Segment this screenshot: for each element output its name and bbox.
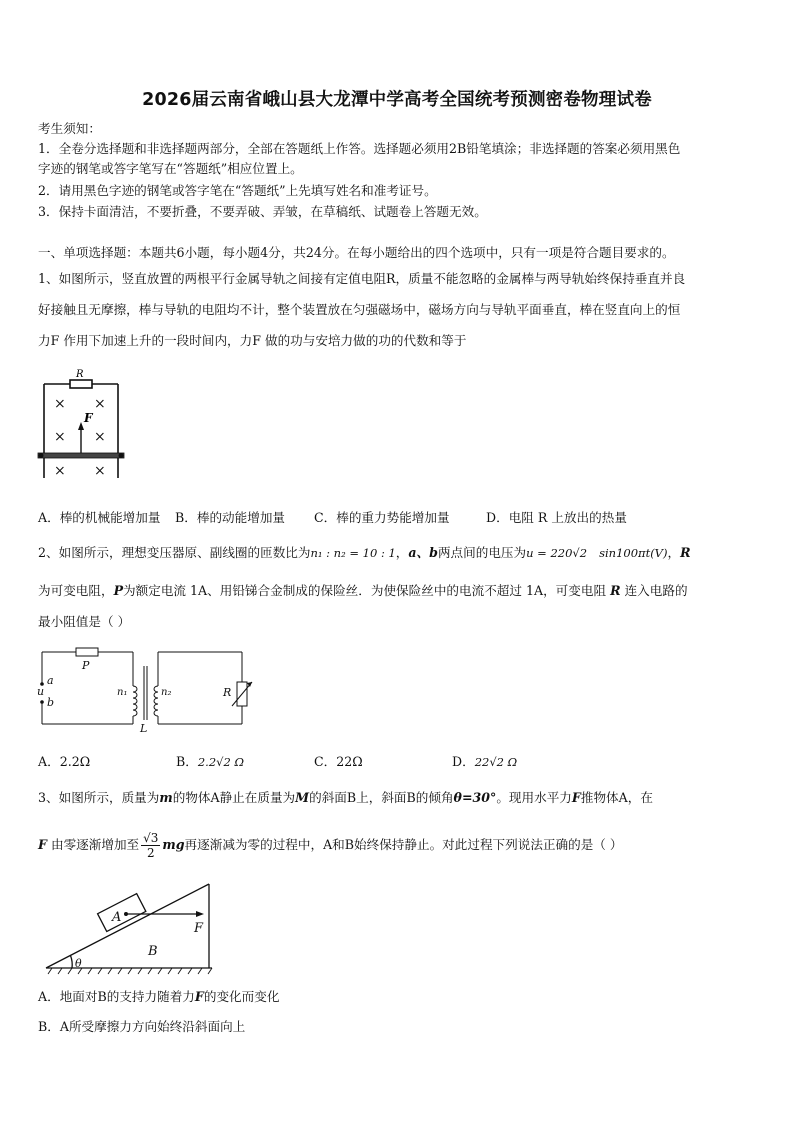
q3-fig-label-f: F [194,921,204,936]
notice-item-3: 3．保持卡面清洁，不要折叠，不要弄破、弄皱，在草稿纸、试题卷上答题无效。 [38,204,487,219]
q1-option-b[interactable]: B．棒的动能增加量 [175,510,286,525]
svg-text:×: × [94,463,106,479]
notice-item-1-line-1: 1．全卷分选择题和非选择题两部分，全部在答题纸上作答。选择题必须用2B铅笔填涂；非选择题的答案必须用黑色 [38,141,681,156]
q2-fig-label-u: u [37,685,45,698]
q3-mg: mg [162,837,185,852]
q2-option-d-prefix: D． [452,754,475,769]
q2-r: R [680,545,691,560]
q2-fig-label-p: P [82,659,90,672]
q2-text-1b: ， [395,545,409,560]
q3-text-1e: 推物体A，在 [580,790,653,805]
q2-option-d[interactable] [452,753,517,771]
q3-fig-label-a: A [112,910,122,925]
q1-option-a[interactable]: A．棒的机械能增加量 [38,510,161,525]
q3-frac-den: 2 [146,846,155,860]
q3-line-1 [38,789,760,807]
q1-fig-label-r: R [76,369,84,380]
q3-f: F [571,790,581,805]
q1-line-1: 1、如图所示，竖直放置的两根平行金属导轨之间接有定值电阻R，质量不能忽略的金属棒与两导轨始终保持垂直并良 [38,271,686,286]
q2-line-2 [38,582,760,600]
q2-line-3: 最小阻值是（ ） [38,614,131,629]
svg-text:×: × [94,429,106,445]
q3-frac-num: √3 [143,831,159,845]
q2-line-1 [38,544,760,562]
q3-text-1a: 3、如图所示，质量为 [38,790,160,805]
q2-text-1c: 两点间的电压为 [437,545,527,560]
q2-ab: a、b [408,545,438,560]
q1-option-c[interactable]: C．棒的重力势能增加量 [314,510,450,525]
q2-r-2: R [610,583,621,598]
q3-text-2a: 由零逐渐增加至 [50,837,140,852]
svg-text:×: × [54,429,66,445]
q3-theta: θ=30° [453,790,497,805]
q3-option-a-text: A．地面对B的支持力随着力 [38,989,195,1004]
q2-option-c[interactable]: C．22Ω [314,754,363,769]
q2-text-2c: 连入电路的 [624,583,688,598]
svg-text:×: × [54,396,66,412]
q3-option-a-text-2: 的变化而变化 [203,989,280,1004]
q3-text-1b: 的物体A静止在质量为 [172,790,296,805]
q2-fig-label-n2: n₂ [161,687,172,698]
q2-fig-label-b: b [47,696,55,709]
q3-fig-label-b: B [148,944,158,959]
q2-ratio: n₁ : n₂ = 10 : 1 [310,546,396,560]
q2-voltage: u = 220√2 [526,546,588,560]
svg-text:×: × [54,463,66,479]
q2-text-1a: 2、如图所示，理想变压器原、副线圈的匝数比为 [38,545,311,560]
notice-item-2: 2．请用黑色字迹的钢笔或答字笔在“答题纸”上先填写姓名和准考证号。 [38,183,437,198]
q2-option-d-value: 22√2 Ω [474,755,518,769]
q2-option-b[interactable] [176,753,244,771]
page-title: 2026届云南省峨山县大龙潭中学高考全国统考预测密卷物理试卷 [142,90,652,110]
q2-text-2b: 为额定电流 1A、用铅锑合金制成的保险丝．为使保险丝中的电流不超过 1A，可变电阻 [123,583,607,598]
q3-fig-label-theta: θ [75,957,82,970]
q2-fig-label-n1: n₁ [117,687,128,698]
q2-fig-label-l: L [140,722,148,735]
q3-option-a-f: F [194,989,204,1004]
notice-item-1-line-2: 字迹的钢笔或答字笔写在“答题纸”相应位置上。 [38,161,303,176]
q1-fig-label-f: F [84,411,93,425]
section-heading: 一、单项选择题：本题共6小题，每小题4分，共24分。在每小题给出的四个选项中，只有一项是符合题目要求的。 [38,245,675,260]
q3-option-a[interactable] [38,988,760,1006]
q3-text-2b: 再逐渐减为零的过程中，A和B始终保持静止。对此过程下列说法正确的是（ ） [184,837,623,852]
q3-f-2: F [38,837,47,852]
q1-line-3: 力F 作用下加速上升的一段时间内，力F 做的功与安培力做的功的代数和等于 [38,333,467,348]
q1-line-2: 好接触且无摩擦，棒与导轨的电阻均不计，整个装置放在匀强磁场中，磁场方向与导轨平面垂直，棒在竖直向上的恒 [38,302,681,317]
q3-text-1d: 。现用水平力 [496,790,572,805]
q1-option-d[interactable]: D．电阻 R 上放出的热量 [486,510,627,525]
q2-voltage-sin: sin100πt(V) [599,546,668,560]
q2-option-b-prefix: B． [176,754,198,769]
q2-fig-label-r: R [223,686,232,699]
q3-text-1c: 的斜面B上，斜面B的倾角 [309,790,454,805]
q3-figure [44,880,216,976]
q3-m: m [159,790,173,805]
q2-figure [36,644,248,734]
notice-heading: 考生须知： [38,121,101,136]
q2-option-b-value: 2.2√2 Ω [197,755,244,769]
q3-option-b[interactable]: B．A所受摩擦力方向始终沿斜面向上 [38,1019,246,1034]
q2-p: P [113,583,124,598]
q2-fig-label-a: a [47,674,54,687]
q1-figure [36,366,126,482]
q2-option-a[interactable]: A．2.2Ω [38,754,91,769]
svg-text:×: × [94,396,106,412]
q2-text-2a: 为可变电阻， [38,583,114,598]
q3-big-m: M [295,790,310,805]
q3-line-2 [38,828,760,862]
q3-fraction [141,831,160,860]
q2-text-1d: ， [667,545,681,560]
